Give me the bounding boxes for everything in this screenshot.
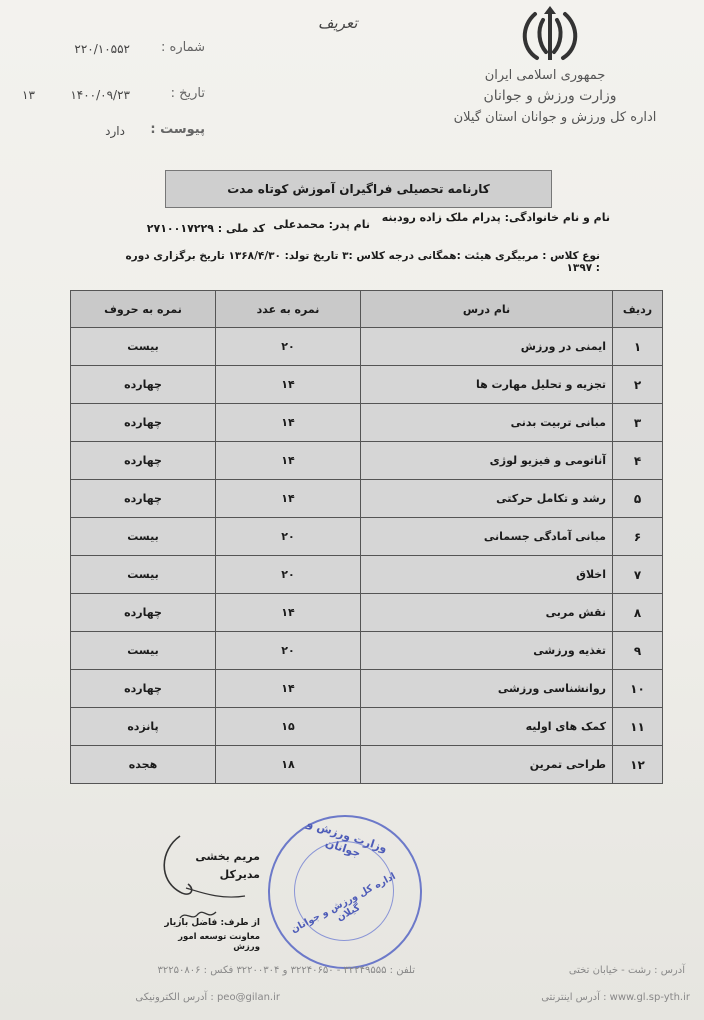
row-number: ۱۱	[613, 708, 663, 746]
document-title: کارنامه تحصیلی فراگیران آموزش کوتاه مدت	[227, 182, 490, 196]
number-value: ۲۲۰/۱۰۵۵۲	[74, 42, 130, 56]
row-number: ۱	[613, 328, 663, 366]
course-name: اخلاق	[361, 556, 613, 594]
grades-table	[70, 290, 663, 784]
top-note: تعریف	[318, 14, 358, 32]
grade-number: ۱۴	[216, 594, 361, 632]
table-row	[71, 366, 663, 404]
ministry-name: وزارت ورزش و جوانان	[483, 88, 617, 104]
date-extra: ۱۳	[22, 88, 35, 102]
course-name: نقش مربی	[361, 594, 613, 632]
table-row	[71, 480, 663, 518]
row-number: ۸	[613, 594, 663, 632]
grade-words: چهارده	[71, 366, 216, 404]
date-label: تاریخ :	[170, 86, 205, 101]
course-name: کمک های اولیه	[361, 708, 613, 746]
table-row	[71, 328, 663, 366]
stamp-outer-text: وزارت ورزش و جوانان	[305, 816, 389, 860]
table-row	[71, 746, 663, 784]
footer-email: peo@gilan.ir : آدرس الکترونیکی	[135, 992, 280, 1003]
course-name: مبانی آمادگی جسمانی	[361, 518, 613, 556]
table-header-row	[71, 291, 663, 328]
grade-number: ۲۰	[216, 556, 361, 594]
course-name: مبانی تربیت بدنی	[361, 404, 613, 442]
number-label: شماره :	[161, 40, 205, 55]
grade-words: چهارده	[71, 670, 216, 708]
row-number: ۵	[613, 480, 663, 518]
table-row	[71, 518, 663, 556]
row-number: ۳	[613, 404, 663, 442]
iran-emblem-icon	[515, 4, 585, 66]
deputy-name: از طرف: فاضل بازیار	[164, 918, 260, 928]
grade-number: ۱۴	[216, 404, 361, 442]
father-name: نام پدر: محمدعلی	[273, 218, 370, 231]
grade-words: پانزده	[71, 708, 216, 746]
grade-words: چهارده	[71, 594, 216, 632]
grade-words: بیست	[71, 556, 216, 594]
grade-number: ۱۴	[216, 442, 361, 480]
grade-words: بیست	[71, 328, 216, 366]
course-name: رشد و تکامل حرکتی	[361, 480, 613, 518]
grade-number: ۱۴	[216, 480, 361, 518]
date-value: ۱۴۰۰/۰۹/۲۳	[70, 88, 130, 102]
country-name: جمهوری اسلامی ایران	[484, 68, 606, 83]
table-row	[71, 594, 663, 632]
header-grade-words: نمره به حروف	[71, 291, 216, 328]
grade-number: ۱۸	[216, 746, 361, 784]
table-row	[71, 442, 663, 480]
row-number: ۶	[613, 518, 663, 556]
table-row	[71, 708, 663, 746]
stamp-inner-text: اداره کل ورزش و جوانان گیلان	[289, 870, 398, 936]
signature-block	[150, 830, 270, 910]
table-row	[71, 404, 663, 442]
signer-name: مریم بخشی	[195, 850, 260, 863]
attachment-label: پیوست :	[150, 122, 205, 137]
grade-number: ۱۴	[216, 366, 361, 404]
course-name: تغذیه ورزشی	[361, 632, 613, 670]
deputy-role: معاونت توسعه امور ورزش	[178, 932, 260, 952]
national-id: کد ملی : ۲۷۱۰۰۱۷۲۲۹	[146, 222, 265, 235]
row-number: ۲	[613, 366, 663, 404]
header-course: نام درس	[361, 291, 613, 328]
office-name: اداره کل ورزش و جوانان استان گیلان	[453, 110, 657, 125]
footer-website: www.gl.sp-yth.ir : آدرس اینترنتی	[541, 992, 690, 1003]
course-name: طراحی تمرین	[361, 746, 613, 784]
row-number: ۴	[613, 442, 663, 480]
grade-words: چهارده	[71, 480, 216, 518]
row-number: ۱۲	[613, 746, 663, 784]
row-number: ۷	[613, 556, 663, 594]
course-name: آناتومی و فیزیو لوژی	[361, 442, 613, 480]
grade-number: ۱۴	[216, 670, 361, 708]
footer-address: آدرس : رشت - خیابان تختی	[568, 965, 685, 976]
table-row	[71, 556, 663, 594]
grade-number: ۱۵	[216, 708, 361, 746]
course-name: ایمنی در ورزش	[361, 328, 613, 366]
footer-phone: تلفن : ۳۲۲۴۹۵۵۵ - ۳۲۲۴۰۶۵۰ و ۳۲۲۰۰۳۰۴ فکس : ۳۲۲۵۰۸۰۶	[157, 965, 415, 976]
grade-words: چهارده	[71, 404, 216, 442]
table-row	[71, 670, 663, 708]
official-stamp	[268, 815, 422, 969]
grade-number: ۲۰	[216, 632, 361, 670]
attachment-value: دارد	[105, 124, 125, 138]
row-number: ۱۰	[613, 670, 663, 708]
grade-number: ۲۰	[216, 328, 361, 366]
header-row-number: ردیف	[613, 291, 663, 328]
title-box	[165, 170, 552, 208]
class-info: نوع کلاس : مربیگری هیئت :همگانی درجه کلاس :۳ تاریخ تولد: ۱۳۶۸/۴/۳۰ تاریخ برگزاری دوره : ۱۳۹۷	[125, 250, 600, 274]
grade-number: ۲۰	[216, 518, 361, 556]
course-name: تجزیه و تحلیل مهارت ها	[361, 366, 613, 404]
full-name: نام و نام خانوادگی: پدرام ملک زاده رودبنه	[381, 211, 610, 224]
row-number: ۹	[613, 632, 663, 670]
course-name: روانشناسی ورزشی	[361, 670, 613, 708]
signer-role: مدیرکل	[219, 868, 260, 881]
grade-words: بیست	[71, 518, 216, 556]
grade-words: هجده	[71, 746, 216, 784]
grade-words: بیست	[71, 632, 216, 670]
header-grade-number: نمره به عدد	[216, 291, 361, 328]
grade-words: چهارده	[71, 442, 216, 480]
table-row	[71, 632, 663, 670]
